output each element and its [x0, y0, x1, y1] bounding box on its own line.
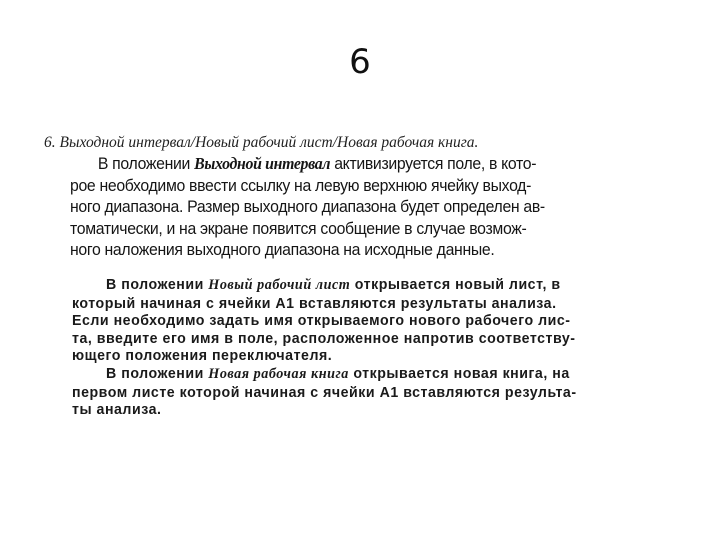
scan-b-p2-line-1-post: открывается новая книга, на — [348, 364, 570, 382]
scan-b-term-new-book: Новая рабочая книга — [208, 365, 349, 382]
scan-b-p1-line-5: ющего положения переключателя. — [72, 347, 333, 365]
scan-a-line-2: рое необходимо ввести ссылку на левую верхнюю ячейку выход- — [70, 175, 532, 195]
scan-a-line-3: ного диапазона. Размер выходного диапазона будет определен ав- — [70, 197, 545, 216]
scan-b-p1-line-4: та, введите его имя в поле, расположенное напротив соответству- — [72, 329, 576, 347]
scan-a-line-1-pre: В положении — [97, 154, 195, 173]
scanned-text-fragment-output-range — [70, 153, 610, 261]
scanned-text-fragment-new-sheet-book — [72, 276, 628, 418]
scan-b-p2-line-3: ты анализа. — [72, 401, 162, 418]
scan-a-line-1 — [70, 153, 572, 175]
scan-b-p1-line-3: Если необходимо задать имя открываемого нового рабочего лис- — [72, 312, 571, 330]
scan-b-p2-line-1-pre: В положении — [106, 364, 209, 382]
slide-heading: 6. Выходной интервал/Новый рабочий лист/Новая рабочая книга. — [44, 134, 479, 151]
scan-b-p1-line-1-pre: В положении — [106, 276, 209, 293]
scan-b-p1-line-1 — [72, 276, 597, 295]
scan-b-p1-line-1-post: открывается новый лист, в — [350, 276, 561, 293]
scan-b-p2-line-2: первом листе которой начиная с ячейки A1 вставляются результа- — [72, 383, 577, 401]
scan-b-p1-line-2: который начиная с ячейки A1 вставляются результаты анализа. — [72, 294, 557, 312]
scan-a-line-4: томатически, и на экране появится сообщение в случае возмож- — [70, 218, 527, 238]
scan-a-line-1-post: активизируется поле, в кото- — [330, 154, 537, 173]
scan-a-term-output-range: Выходной интервал — [194, 154, 331, 173]
scan-a-line-5: ного наложения выходного диапазона на исходные данные. — [70, 240, 495, 259]
scan-b-term-new-sheet: Новый рабочий лист — [208, 277, 351, 293]
scan-b-p2-line-1 — [72, 365, 597, 384]
slide-number: 6 — [349, 42, 371, 82]
